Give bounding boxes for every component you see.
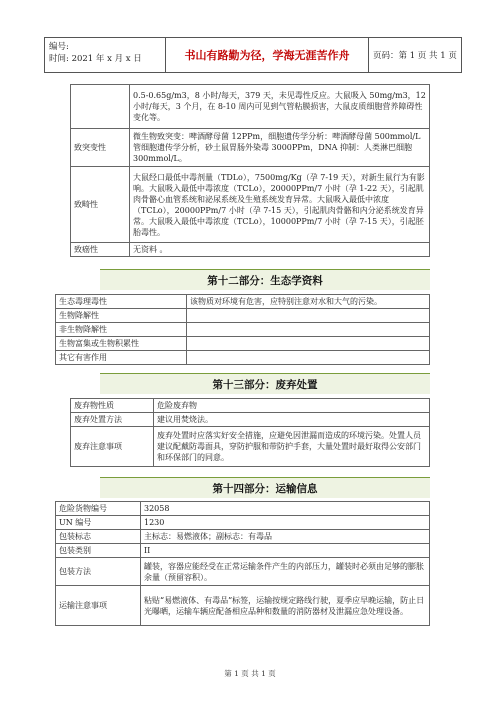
table-row	[71, 243, 430, 257]
disposal-table	[70, 398, 430, 467]
header-motto: 书山有路勤为径，学海无涯苦作舟	[166, 38, 369, 72]
header-meta	[45, 38, 166, 72]
table-row	[56, 516, 430, 530]
document-number: 编号:	[49, 42, 69, 52]
table-row	[56, 351, 430, 365]
row-value: 主标志：易燃液体；副标志：有毒品	[141, 530, 430, 544]
row-label: 生物降解性	[56, 309, 187, 323]
table-row	[71, 427, 430, 467]
section-14-title: 第十四部分：运输信息	[100, 477, 430, 498]
transport-table	[55, 501, 430, 626]
toxicology-table	[70, 84, 430, 257]
row-value: 该物质对环境有危害，应特别注意对水和大气的污染。	[187, 295, 430, 309]
row-label: 废弃物性质	[71, 399, 154, 413]
table-row	[56, 323, 430, 337]
table-row	[56, 558, 430, 586]
row-label: 致突变性	[71, 129, 130, 167]
row-value: 32058	[141, 502, 430, 516]
ecology-table	[55, 294, 430, 365]
row-label: 包装标志	[56, 530, 141, 544]
table-row	[56, 309, 430, 323]
section-13-title: 第十三部分：废弃处置	[100, 373, 430, 394]
row-label: 致畸性	[71, 167, 130, 243]
table-row	[71, 85, 430, 129]
row-label: 废弃处置方法	[71, 413, 154, 427]
table-row	[71, 413, 430, 427]
row-value: 大鼠经口最低中毒剂量（TDLo），7500mg/Kg（孕 7-19 天），对新生鼠行为有影响。大鼠吸入最低中毒浓度（TCLo），20000PPm/7 小时（孕 1-22 天），引起肌肉骨骼心血管系统和泌尿系统及生殖系统发育异常。大鼠吸入最低中浓度（TCLo），20000PPm/7 小时（孕 7-15 天），引起肌肉骨骼和内分泌系统发育异常。大鼠吸入最低中毒浓度（TCLo），10000PPm/7 小时（孕 7-15 天），引起胚胎毒性。	[130, 167, 430, 243]
row-label	[71, 85, 130, 129]
row-value: 危险废弃物	[154, 399, 430, 413]
table-row	[71, 399, 430, 413]
table-row	[56, 530, 430, 544]
row-label: 废弃注意事项	[71, 427, 154, 467]
row-value: 无资料 。	[130, 243, 430, 257]
row-value: II	[141, 544, 430, 558]
row-label: 包装方法	[56, 558, 141, 586]
row-value: 废弃处置时应落实好安全措施，应避免因泄漏而造成的环境污染。处置人员建议配戴防毒面具，穿防护服和带防护手套，大量处置时最好取得公安部门和环保部门的同意。	[154, 427, 430, 467]
row-value: 微生物致突变：啤酒酵母菌 12PPm，细胞遗传学分析：啤酒酵母菌 500mmol/L 管细胞遗传学分析，砂土鼠胃肠外染毒 3000PPm，DNA 抑制：人类淋巴细胞 300mmol/L。	[130, 129, 430, 167]
table-row	[71, 129, 430, 167]
row-value: 0.5-0.65g/m3，8 小时/每天，379 天，未见毒性反应。大鼠吸入 50mg/m3，12 小时/每天，3 个月，在 8-10 周内可见到气管粘膜损害，大鼠皮质细胞营养障碍性变化等。	[130, 85, 430, 129]
row-value	[187, 323, 430, 337]
table-row	[56, 295, 430, 309]
row-value: 罐装，容器应能经受在正常运输条件产生的内部压力，罐装时必须由足够的膨胀余量（预留容积）。	[141, 558, 430, 586]
page-header	[44, 37, 462, 73]
row-label: 生态毒理毒性	[56, 295, 187, 309]
row-label: 非生物降解性	[56, 323, 187, 337]
row-label: 生物富集或生物积累性	[56, 337, 187, 351]
table-row	[71, 167, 430, 243]
row-label: 危险货物编号	[56, 502, 141, 516]
row-label: 包装类别	[56, 544, 141, 558]
header-page-number: 页码：第 1 页 共 1 页	[373, 51, 457, 61]
row-value: 1230	[141, 516, 430, 530]
row-label: 其它有害作用	[56, 351, 187, 365]
row-value	[187, 351, 430, 365]
document-date: 时间: 2021 年 x 月 x 日	[49, 54, 142, 64]
row-label: UN 编号	[56, 516, 141, 530]
row-label: 运输注意事项	[56, 586, 141, 626]
row-value: 粘贴“易燃液体、有毒品”标签，运输按规定路线行驶，夏季应早晚运输，防止日光曝晒，运输车辆应配备相应品种和数量的消防器材及泄漏应急处理设备。	[141, 586, 430, 626]
table-row	[56, 544, 430, 558]
row-value	[187, 309, 430, 323]
row-value	[187, 337, 430, 351]
table-row	[56, 586, 430, 626]
table-row	[56, 502, 430, 516]
section-12-title: 第十二部分：生态学资料	[100, 269, 430, 290]
row-value: 建议用焚烧法。	[154, 413, 430, 427]
page-footer: 第 1 页 共 1 页	[224, 669, 276, 678]
table-row	[56, 337, 430, 351]
row-label: 致癌性	[71, 243, 130, 257]
